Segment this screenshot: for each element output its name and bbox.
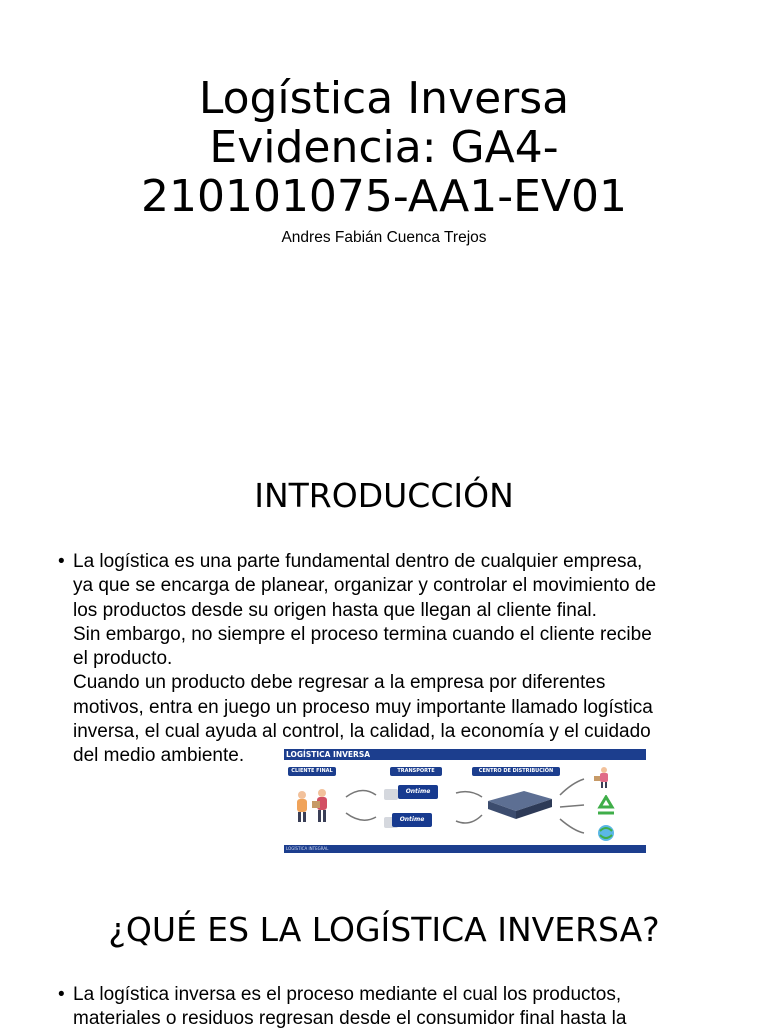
diagram-label-transport: TRANSPORTE [390, 767, 442, 776]
definition-heading: ¿QUÉ ES LA LOGÍSTICA INVERSA? [108, 910, 660, 949]
introduction-bullet [58, 550, 718, 769]
recycle-icon [594, 795, 618, 817]
return-person-icon [590, 765, 620, 789]
diagram-footer: LOGÍSTICA INTEGRAL [284, 845, 646, 853]
definition-bullet [58, 983, 718, 1032]
recycle-globe-icon [594, 823, 618, 843]
diagram-label-distribution: CENTRO DE DISTRIBUCIÓN [472, 767, 560, 776]
definition-text: La logística inversa es el proceso mediante el cual los productos, materiales o residuos regresan desde el consumidor final hasta la [73, 984, 627, 1030]
warehouse-icon [484, 787, 556, 821]
truck-cab-icon [384, 789, 398, 800]
bullet-dot: • [58, 984, 65, 1005]
bullet-dot: • [58, 551, 65, 572]
diagram-label-client: CLIENTE FINAL [288, 767, 336, 776]
presentation-title: Logística Inversa Evidencia: GA4- 210101075-AA1-EV01 [140, 73, 628, 222]
introduction-heading: INTRODUCCIÓN [254, 476, 514, 515]
reverse-logistics-diagram [284, 749, 646, 853]
author-name: Andres Fabián Cuenca Trejos [281, 229, 487, 246]
diagram-header: LOGÍSTICA INVERSA [284, 749, 646, 760]
truck-icon: Ontime [398, 785, 438, 799]
truck-icon: Ontime [392, 813, 432, 827]
introduction-text: La logística es una parte fundamental dentro de cualquier empresa, ya que se encarga de planear, organizar y controlar el movimiento de los productos desde su origen hasta que llegan al cliente final. Sin embargo, no siempre el proceso termina cuando el cliente recibe el producto. Cuando un producto debe regresar a la empresa por diferentes motivos, entra en juego un proceso muy importante llamado logística inversa, el cual ayuda al control, la calidad, la economía y el cuidado del medio ambiente. [73, 551, 657, 767]
